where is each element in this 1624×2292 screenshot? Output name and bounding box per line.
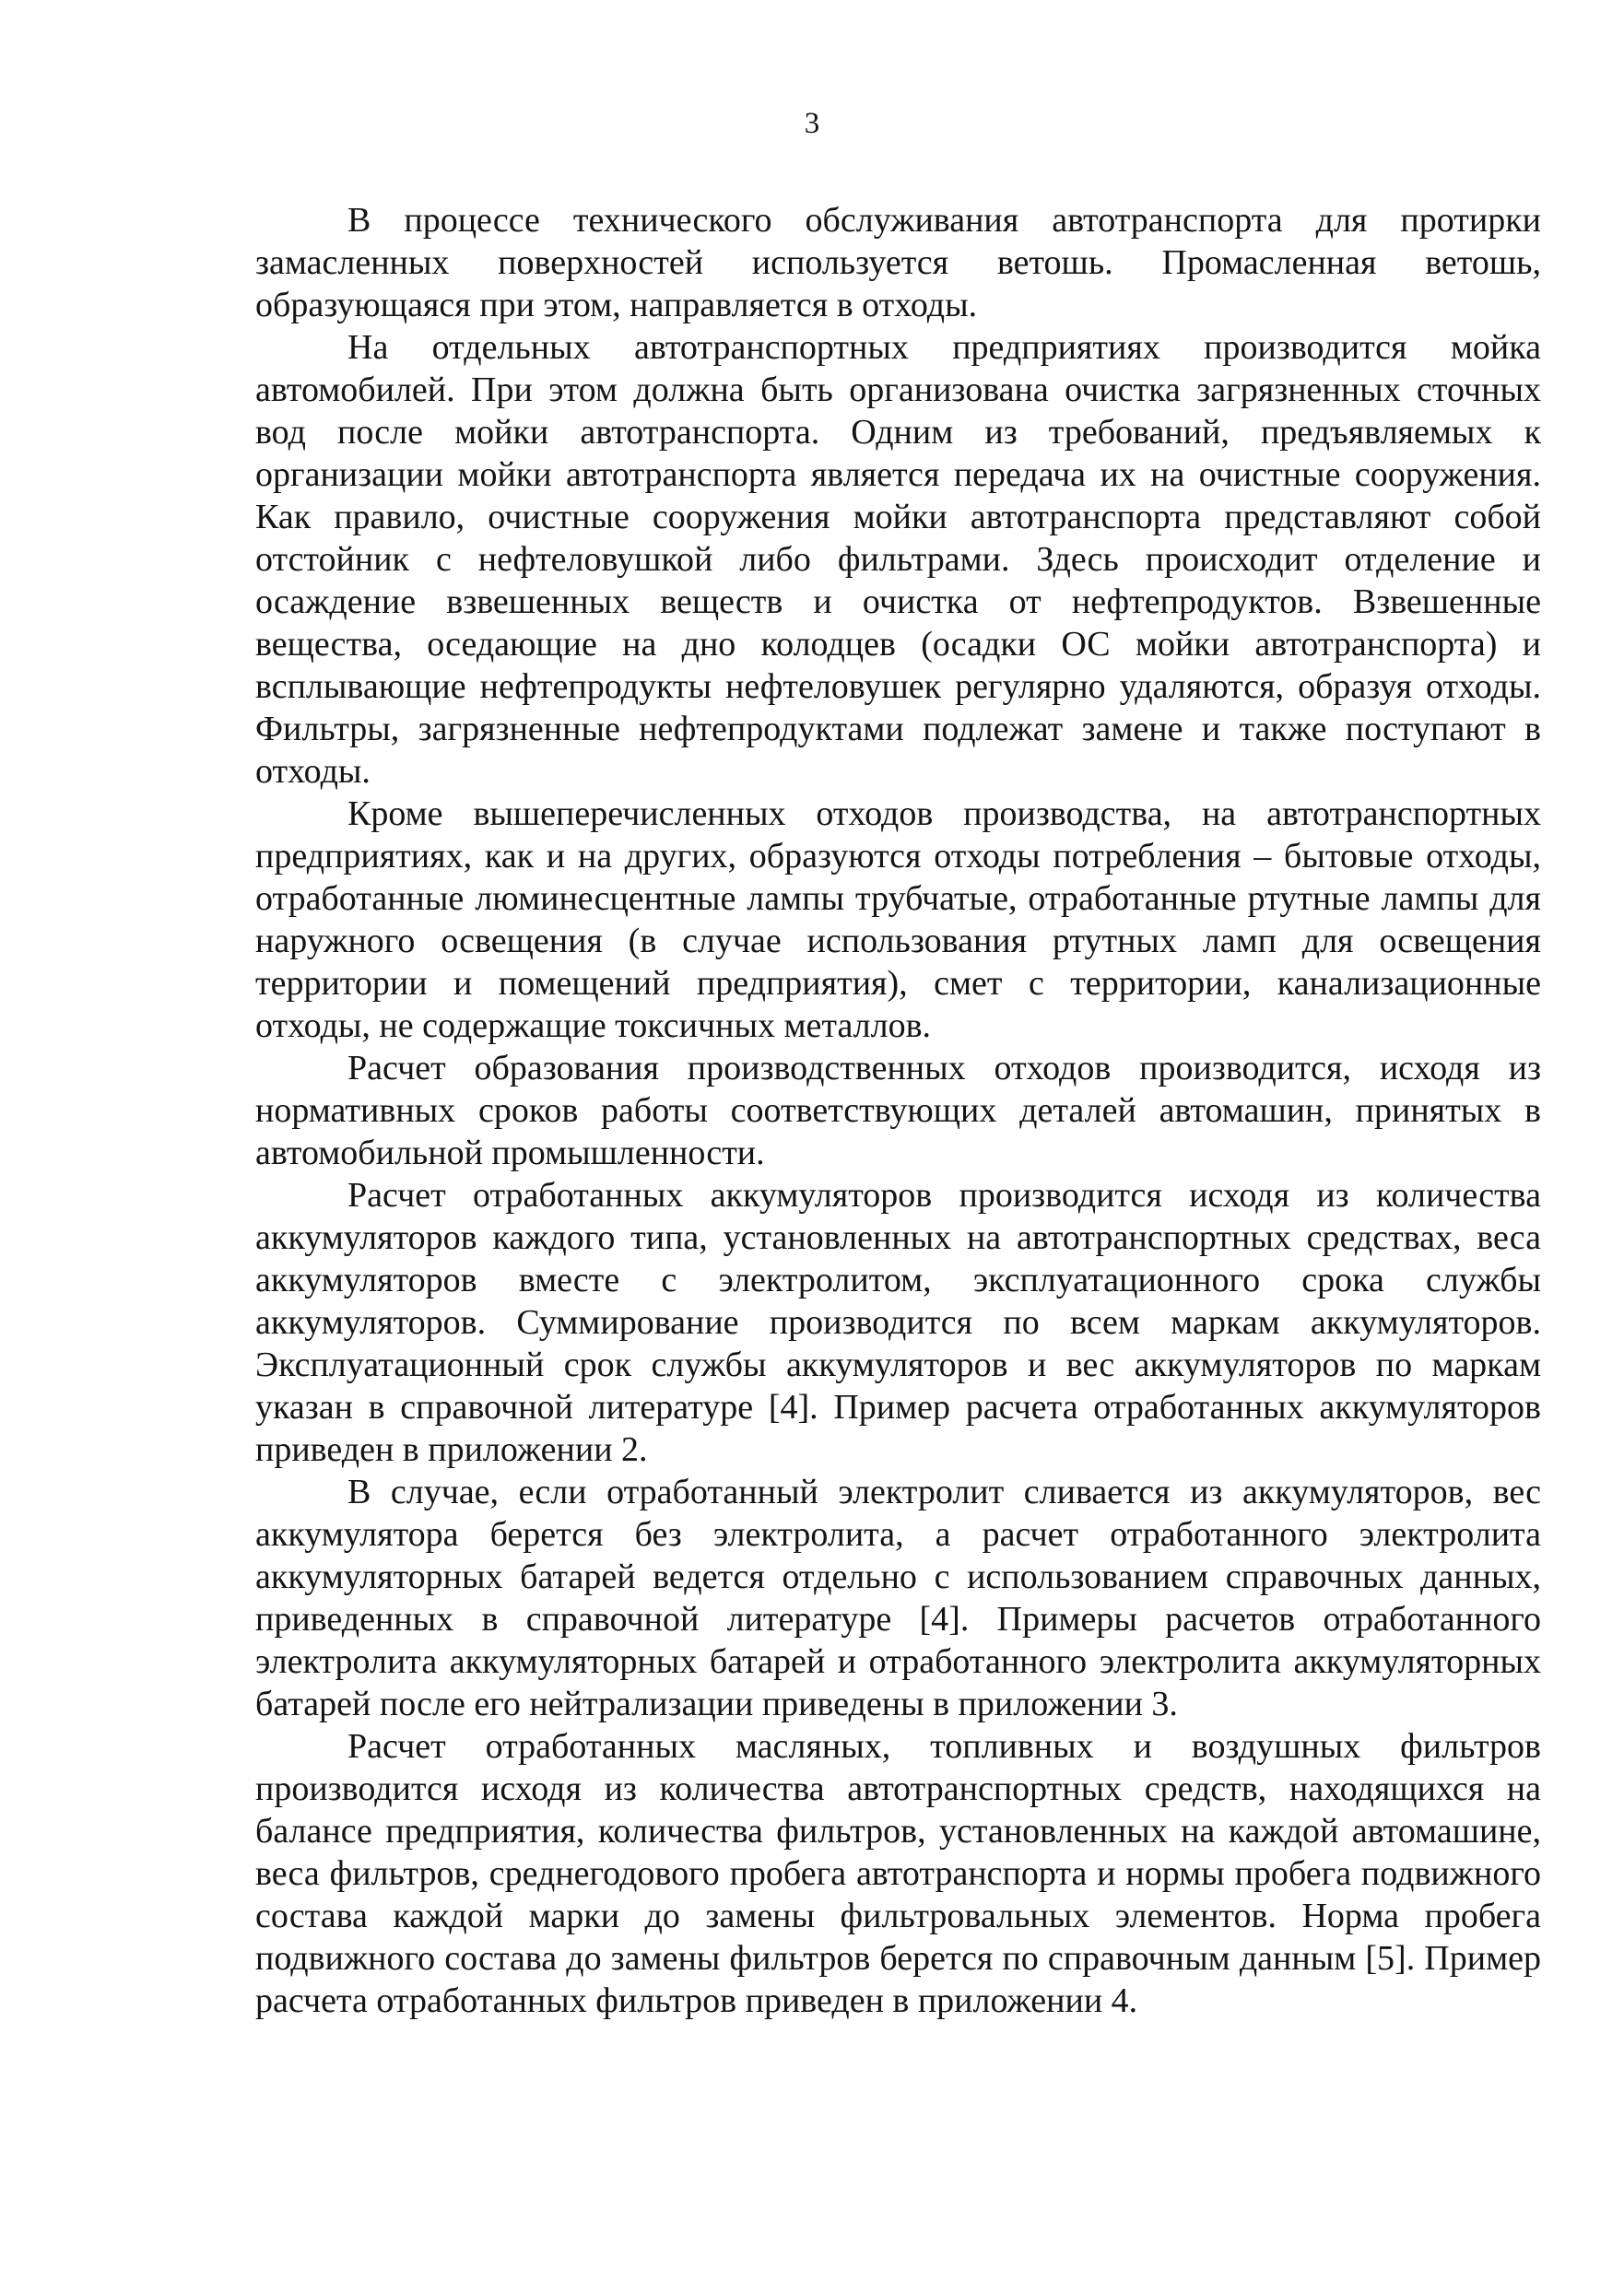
paragraph-batteries: Расчет отработанных аккумуляторов производится исходя из количества аккумуляторов каждого типа, установленных на автотранспортных средствах, веса аккумуляторов вместе с электролитом, эксплуатационного срока службы аккумуляторов. Суммирование производится по всем маркам аккумуляторов. Эксплуатационный срок службы аккумуляторов и вес аккумуляторов по маркам указан в справочной литературе [4]. Пример расчета отработанных аккумуляторов приведен в приложении 2. <box>255 1176 1541 1469</box>
paragraph-consumption-waste: Кроме вышеперечисленных отходов производства, на автотранспортных предприятиях, как и на других, образуются отходы потребления – бытовые отходы, отработанные люминесцентные лампы трубчатые, отработанные ртутные лампы для наружного освещения (в случае использования ртутных ламп для освещения территории и помещений предприятия), смет с территории, канализационные отходы, не содержащие токсичных металлов. <box>255 794 1541 1045</box>
document-body <box>255 199 1541 2022</box>
paragraph-production-waste-calculation: Расчет образования производственных отходов производится, исходя из нормативных сроков работы соответствующих деталей автомашин, принятых в автомобильной промышленности. <box>255 1049 1541 1172</box>
page-number: 3 <box>804 107 820 140</box>
paragraph-filters: Расчет отработанных масляных, топливных и воздушных фильтров производится исходя из количества автотранспортных средств, находящихся на балансе предприятия, количества фильтров, установленных на каждой автомашине, веса фильтров, среднегодового пробега автотранспорта и нормы пробега подвижного состава каждой марки до замены фильтровальных элементов. Норма пробега подвижного состава до замены фильтров берется по справочным данным [5]. Пример расчета отработанных фильтров приведен в приложении 4. <box>255 1727 1541 2020</box>
paragraph-cleaning-rags: В процессе технического обслуживания автотранспорта для протирки замасленных поверхностей используется ветошь. Промасленная ветошь, образующаяся при этом, направляется в отходы. <box>255 201 1541 324</box>
paragraph-electrolyte: В случае, если отработанный электролит сливается из аккумуляторов, вес аккумулятора берется без электролита, а расчет отработанного электролита аккумуляторных батарей ведется отдельно с использованием справочных данных, приведенных в справочной литературе [4]. Примеры расчетов отработанного электролита аккумуляторных батарей и отработанного электролита аккумуляторных батарей после его нейтрализации приведены в приложении 3. <box>255 1473 1541 1723</box>
paragraph-car-wash: На отдельных автотранспортных предприятиях производится мойка автомобилей. При этом должна быть организована очистка загрязненных сточных вод после мойки автотранспорта. Одним из требований, предъявляемых к организации мойки автотранспорта является передача их на очистные сооружения. Как правило, очистные сооружения мойки автотранспорта представляют собой отстойник с нефтеловушкой либо фильтрами. Здесь происходит отделение и осаждение взвешенных веществ и очистка от нефтепродуктов. Взвешенные вещества, оседающие на дно колодцев (осадки ОС мойки автотранспорта) и всплывающие нефтепродукты нефтеловушек регулярно удаляются, образуя отходы. Фильтры, загрязненные нефтепродуктами подлежат замене и также поступают в отходы. <box>255 328 1541 791</box>
